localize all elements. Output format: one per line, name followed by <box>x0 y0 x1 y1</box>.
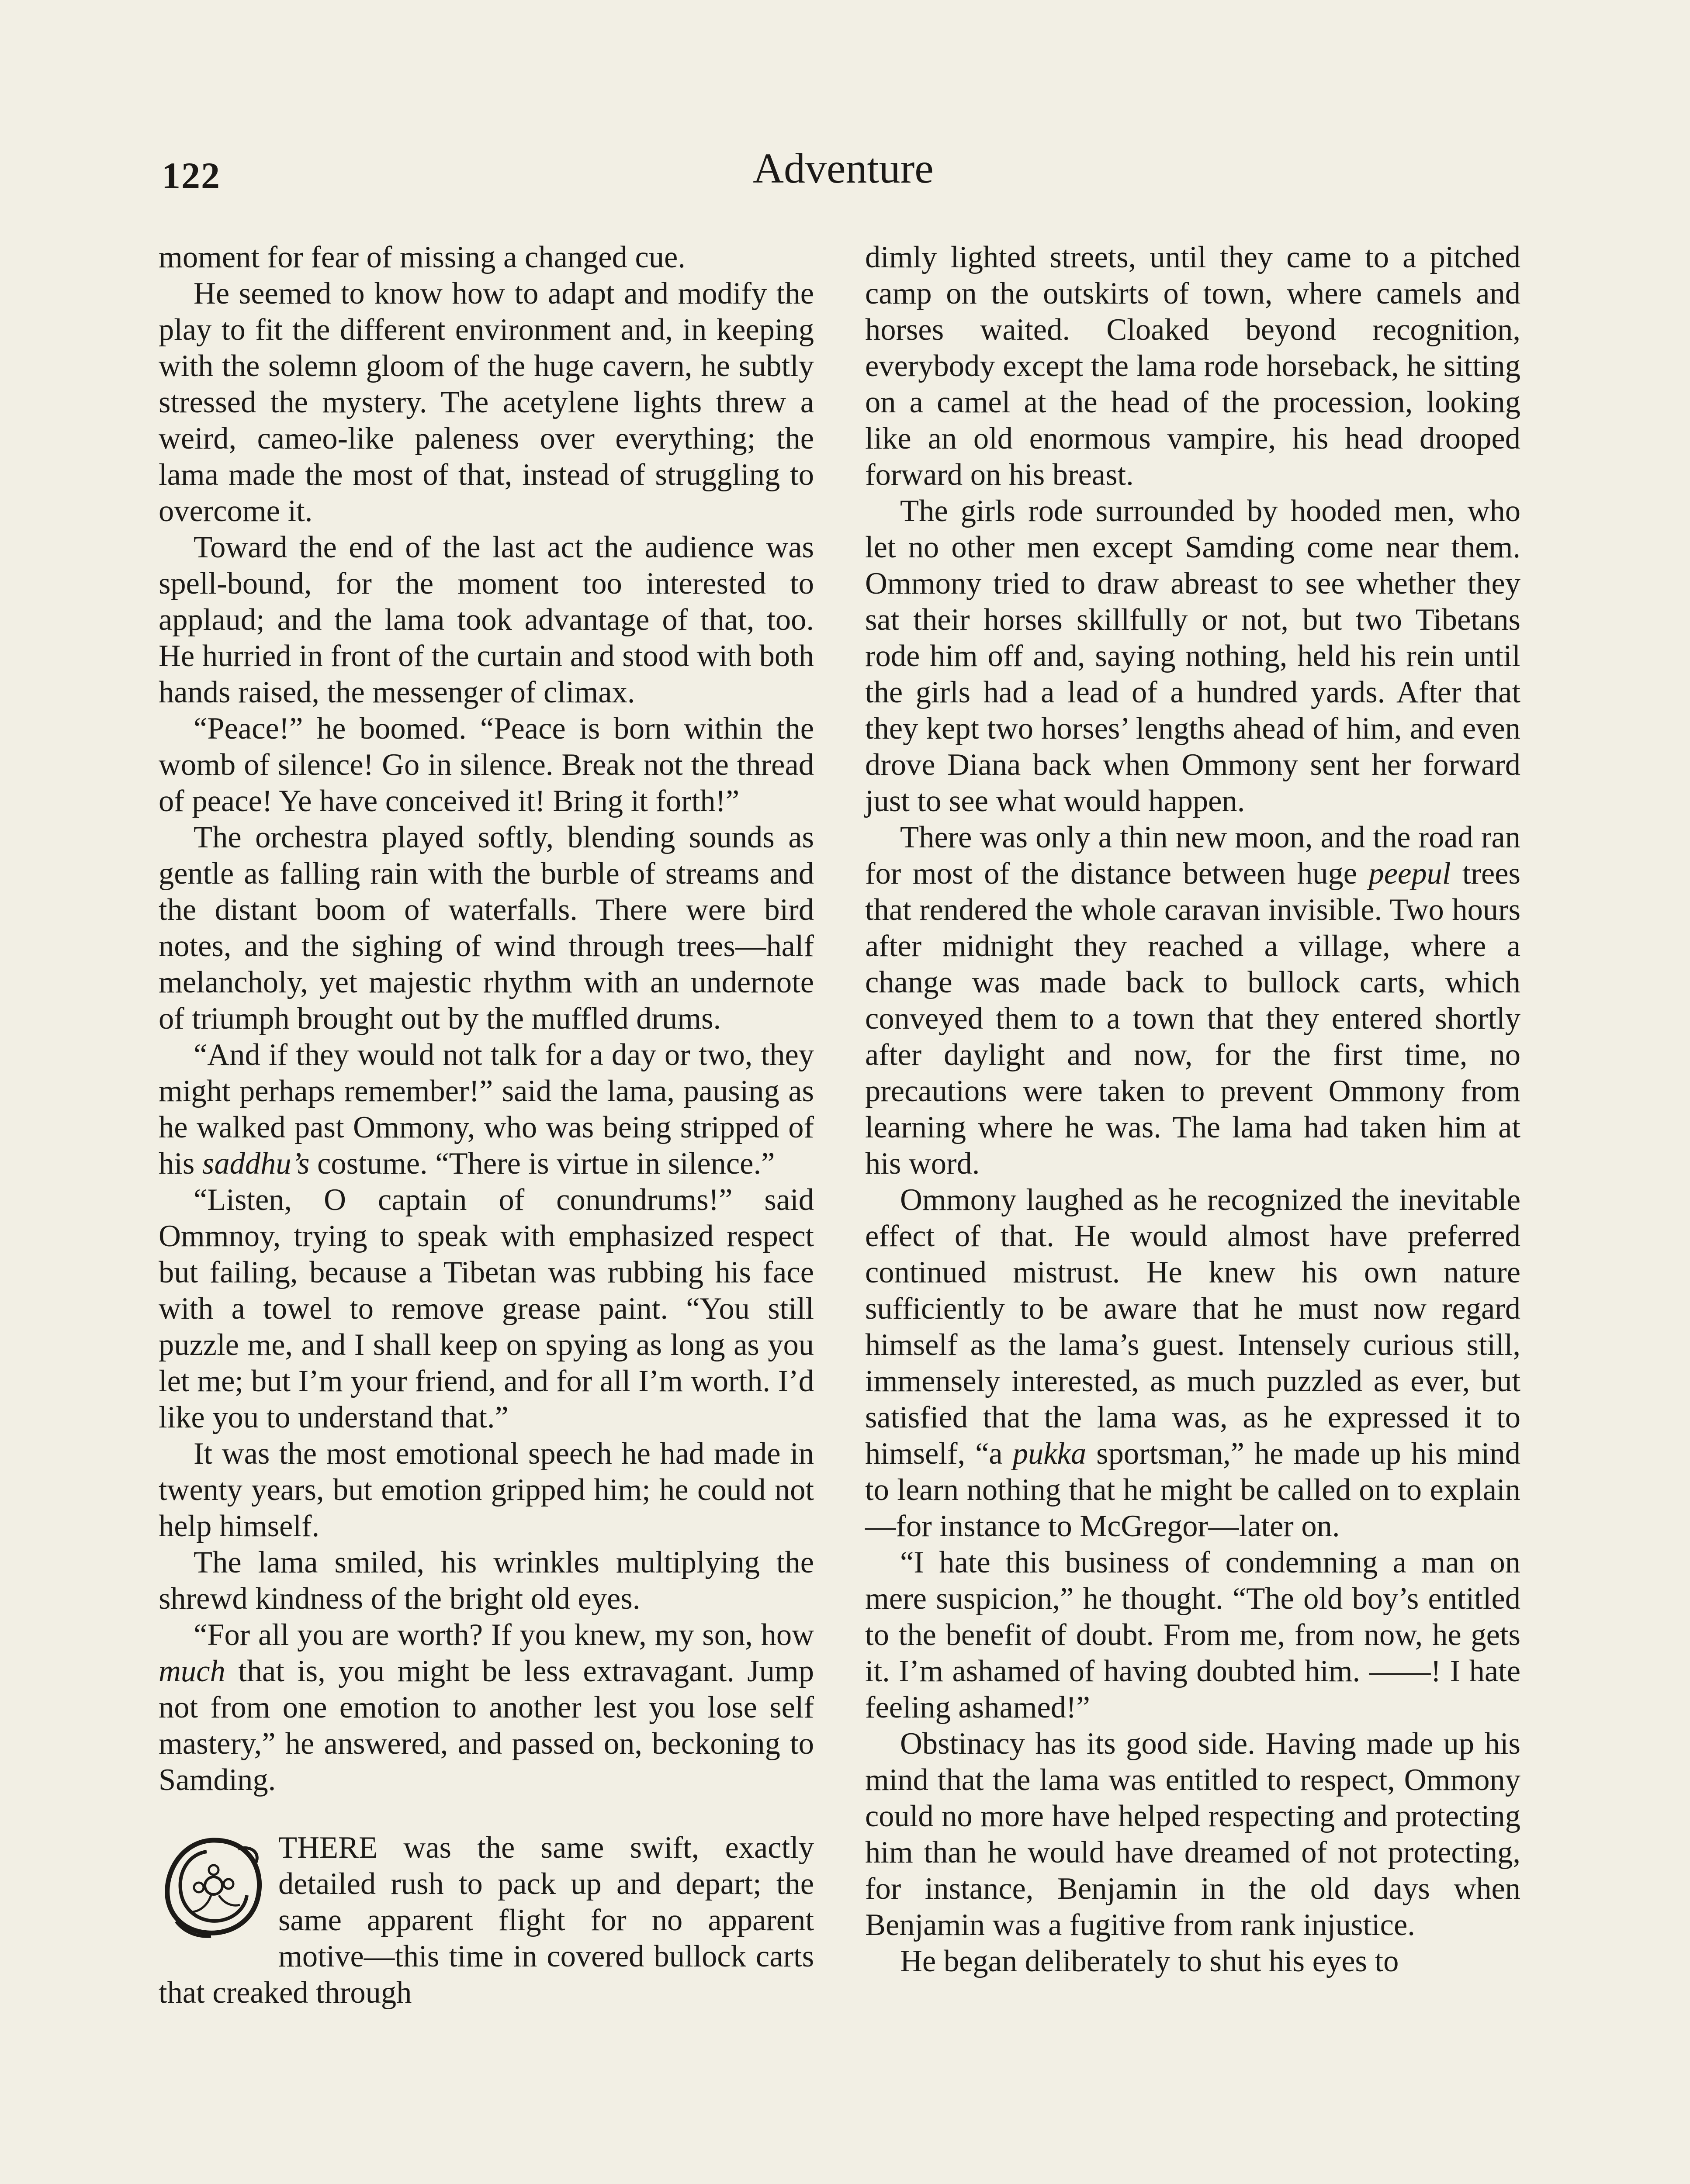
italic-text: much <box>159 1654 225 1688</box>
text-run: THERE was the same swift, exactly detailed rush to pack up and depart; the same apparent flight for no apparent motive—this time in covered bullock carts that creaked through <box>159 1831 814 2010</box>
paragraph <box>159 1037 814 1182</box>
text-run: There was only a thin new moon, and the road ran for most of the distance between huge <box>865 820 1520 891</box>
paragraph: Toward the end of the last act the audience was spell-bound, for the moment too interested to applaud; and the lama took advantage of that, too. He hurried in front of the curtain and stood with both hands raised, the messenger of climax. <box>159 530 814 709</box>
section-opening-paragraph <box>159 1830 814 2011</box>
paragraph <box>865 819 1520 1182</box>
paragraph: He began deliberately to shut his eyes to <box>900 1944 1399 1978</box>
paragraph: The lama smiled, his wrinkles multiplying the shrewd kindness of the bright old eyes. <box>159 1545 814 1616</box>
text-run: “And if they would not talk for a day or two, they might perhaps remember!” said the lama, pausing as he walked past Ommony, who was being stripped of his <box>159 1038 814 1181</box>
text-run: Ommony laughed as he recognized the inevitable effect of that. He would almost have preferred continued mistrust. He knew his own nature sufficiently to be aware that he must now regard himself as the lama’s guest. Intensely curious still, immensely interested, as much puzzled as ever, but satisfied that the lama was, as he expressed it to himself, “a <box>865 1183 1520 1471</box>
text-run: costume. “There is virtue in silence.” <box>309 1147 775 1181</box>
paragraph <box>865 1182 1520 1545</box>
paragraph <box>159 1617 814 1798</box>
italic-text: peepul <box>1368 857 1451 891</box>
text-run: sportsman,” he made up his mind to learn nothing that he might be called on to explain—for instance to McGregor—later on. <box>865 1437 1520 1543</box>
text-run: “For all you are worth? If you knew, my son, how <box>194 1618 814 1652</box>
paragraph: The girls rode surrounded by hooded men, who let no other men except Samding come near them. Ommony tried to draw abreast to see whether they sat their horses skillfully or not, but two Tibetans rode him off and, saying nothing, held his rein until the girls had a lead of a hundred yards. After that they kept two horses’ lengths ahead of him, and even drove Diana back when Ommony sent her forward just to see what would happen. <box>865 494 1520 818</box>
italic-text: saddhu’s <box>202 1147 310 1181</box>
paragraph: The orchestra played softly, blending sounds as gentle as falling rain with the burble of streams and the distant boom of waterfalls. There were bird notes, and the sighing of wind through trees—half melancholy, yet majestic rhythm with an undernote of triumph brought out by the muffled drums. <box>159 820 814 1036</box>
page-number: 122 <box>162 155 221 197</box>
paragraph: It was the most emotional speech he had made in twenty years, but emotion gripped him; he could not help himself. <box>159 1437 814 1543</box>
text-run: that is, you might be less extravagant. Jump not from one emotion to another lest you lose self mastery,” he answered, and passed on, beckoning to Samding. <box>159 1654 814 1797</box>
italic-text: pukka <box>1012 1437 1087 1471</box>
paragraph: “I hate this business of condemning a man on mere suspicion,” he thought. “The old boy’s entitled to the benefit of doubt. From me, from now, he gets it. I’m ashamed of having doubted him. ——! I hate feeling ashamed!” <box>865 1545 1520 1724</box>
running-head: Adventure <box>753 145 934 192</box>
paragraph: He seemed to know how to adapt and modify the play to fit the different environment and, in keeping with the solemn gloom of the huge cavern, he subtly stressed the mystery. The acetylene lights threw a weird, cameo-like paleness over everything; the lama made the most of that, instead of struggling to overcome it. <box>159 276 814 528</box>
paragraph: dimly lighted streets, until they came to a pitched camp on the outskirts of town, where camels and horses waited. Cloaked beyond recognition, everybody except the lama rode horseback, he sitting on a camel at the head of the procession, looking like an old enormous vampire, his head drooped forward on his breast. <box>865 240 1520 492</box>
text-run: trees that rendered the whole caravan invisible. Two hours after midnight they reached a village, where a change was made back to bullock carts, which conveyed them to a town that they entered shortly after daylight and now, for the first time, no precautions were taken to prevent Ommony from learning where he was. The lama had taken him at his word. <box>865 857 1520 1181</box>
paragraph: “Peace!” he boomed. “Peace is born within the womb of silence! Go in silence. Break not the thread of peace! Ye have conceived it! Bring it forth!” <box>159 712 814 818</box>
ornamental-drop-initial-icon <box>159 1834 267 1939</box>
left-column <box>159 239 814 2011</box>
paragraph: “Listen, O captain of conundrums!” said Ommnoy, trying to speak with emphasized respect but failing, because a Tibetan was rubbing his face with a towel to remove grease paint. “You still puzzle me, and I shall keep on spying as long as you let me; but I’m your friend, and for all I’m worth. I’d like you to understand that.” <box>159 1183 814 1434</box>
page-header <box>162 144 1525 201</box>
paragraph: Obstinacy has its good side. Having made up his mind that the lama was entitled to respect, Ommony could no more have helped respecting and protecting him than he would have dreamed of not protecting, for instance, Benjamin in the old days when Benjamin was a fugitive from rank injustice. <box>865 1727 1520 1942</box>
right-column <box>865 239 1520 1980</box>
paragraph: moment for fear of missing a changed cue. <box>159 240 686 274</box>
